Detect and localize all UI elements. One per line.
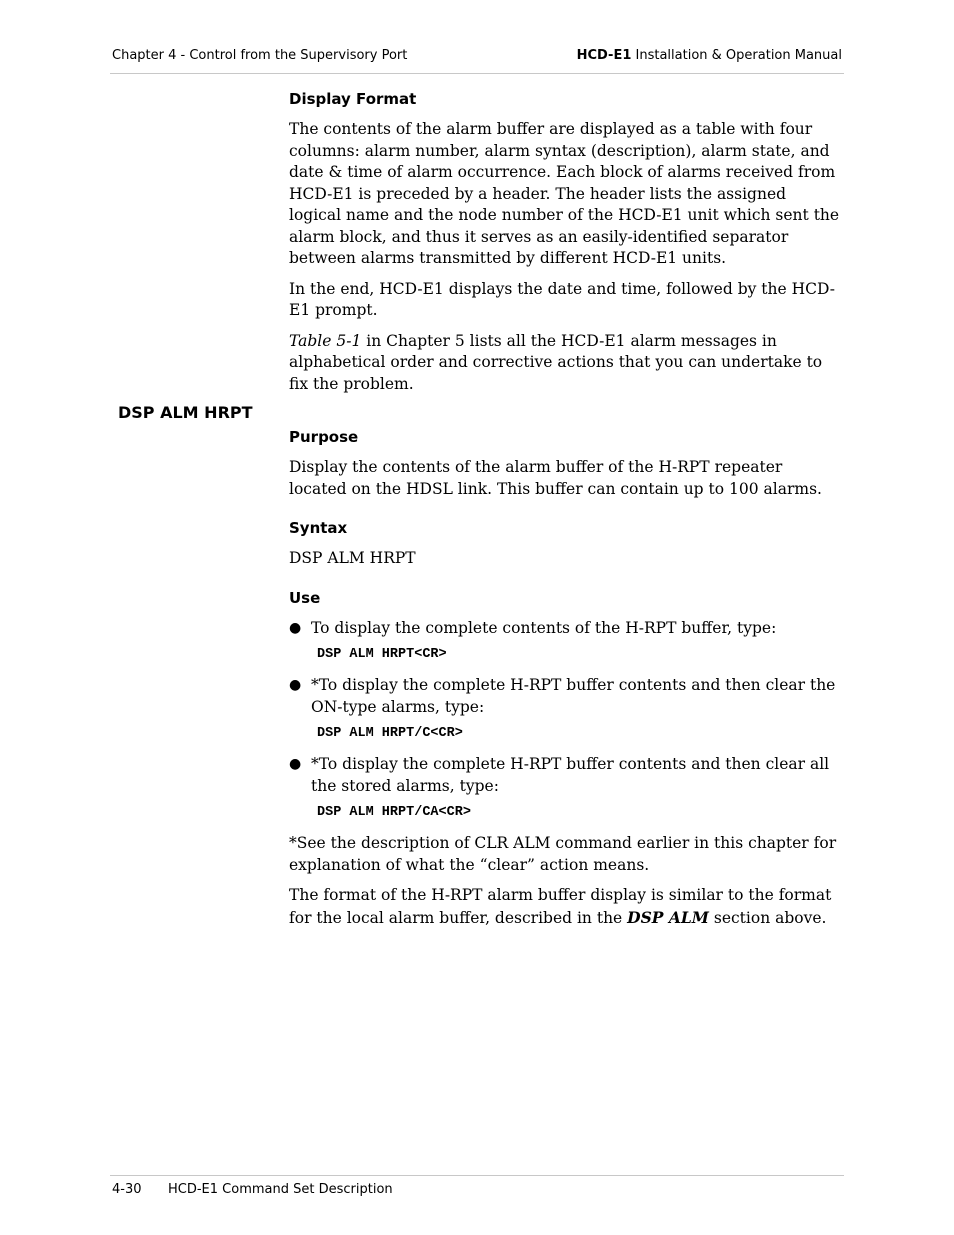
- use-bullet-3-text: *To display the complete H-RPT buffer contents and then clear all the stored alarms, type:: [311, 755, 830, 795]
- use-bullet-1: [289, 618, 841, 640]
- format-note-end: section above.: [708, 908, 827, 927]
- clear-note: *See the description of CLR ALM command earlier in this chapter for explanation of what the “clear” action means.: [289, 834, 837, 874]
- display-format-paragraph-3-text: in Chapter 5 lists all the HCD-E1 alarm messages in alphabetical order and corrective actions that you can undertake to fix the problem.: [289, 331, 823, 393]
- page-header: [112, 48, 842, 68]
- display-format-heading: Display Format: [289, 90, 417, 108]
- footer-divider: [110, 1175, 844, 1176]
- use-heading: Use: [289, 588, 321, 607]
- header-divider: [110, 73, 844, 74]
- bullet-icon: ●: [289, 756, 302, 772]
- main-content: [289, 88, 841, 938]
- bullet-icon: ●: [289, 677, 302, 693]
- page-footer: [112, 1182, 393, 1197]
- purpose-heading: Purpose: [289, 428, 359, 446]
- format-note: [289, 885, 841, 929]
- table-reference: Table 5-1: [289, 331, 362, 350]
- side-heading-dsp-alm-hrpt: DSP ALM HRPT: [118, 403, 253, 422]
- use-bullet-2-text: *To display the complete H-RPT buffer contents and then clear the ON-type alarms, type:: [311, 676, 836, 716]
- use-command-1: DSP ALM HRPT<CR>: [317, 647, 447, 662]
- use-bullet-3: [289, 754, 841, 797]
- bullet-icon: ●: [289, 619, 302, 636]
- display-format-paragraph-3: [289, 331, 841, 396]
- header-chapter: Chapter 4 - Control from the Supervisory Port: [112, 48, 408, 63]
- use-bullet-2: [289, 675, 841, 718]
- use-bullet-1-text: To display the complete contents of the H-RPT buffer, type:: [311, 618, 777, 637]
- display-format-paragraph-1: The contents of the alarm buffer are displayed as a table with four columns: alarm number, alarm syntax (description), alarm state, and date & time of alarm occurrence. Each block of alarms received from HCD-E1 is preceded by a header. The header lists the assigned logical name and the node number of the HCD-E1 unit which sent the alarm block, and thus it serves as an easily-identified separator between alarms transmitted by different HCD-E1 units.: [289, 120, 840, 267]
- header-product: HCD-E1: [576, 48, 632, 63]
- header-manual-title: [577, 48, 842, 63]
- use-command-2: DSP ALM HRPT/C<CR>: [317, 726, 463, 741]
- header-manual: Installation & Operation Manual: [631, 48, 842, 63]
- display-format-paragraph-2: In the end, HCD-E1 displays the date and time, followed by the HCD-E1 prompt.: [289, 279, 835, 319]
- format-note-text: The format of the H-RPT alarm buffer display is similar to the format for the local alarm buffer, described in the: [289, 886, 832, 927]
- syntax-text: DSP ALM HRPT: [289, 549, 416, 567]
- purpose-text: Display the contents of the alarm buffer of the H-RPT repeater located on the HDSL link. This buffer can contain up to 100 alarms.: [289, 458, 822, 498]
- syntax-heading: Syntax: [289, 519, 348, 537]
- dsp-alm-reference: DSP ALM: [627, 907, 709, 927]
- footer-section: HCD-E1 Command Set Description: [168, 1182, 393, 1197]
- page-number: 4-30: [112, 1182, 142, 1197]
- use-command-3: DSP ALM HRPT/CA<CR>: [317, 805, 471, 820]
